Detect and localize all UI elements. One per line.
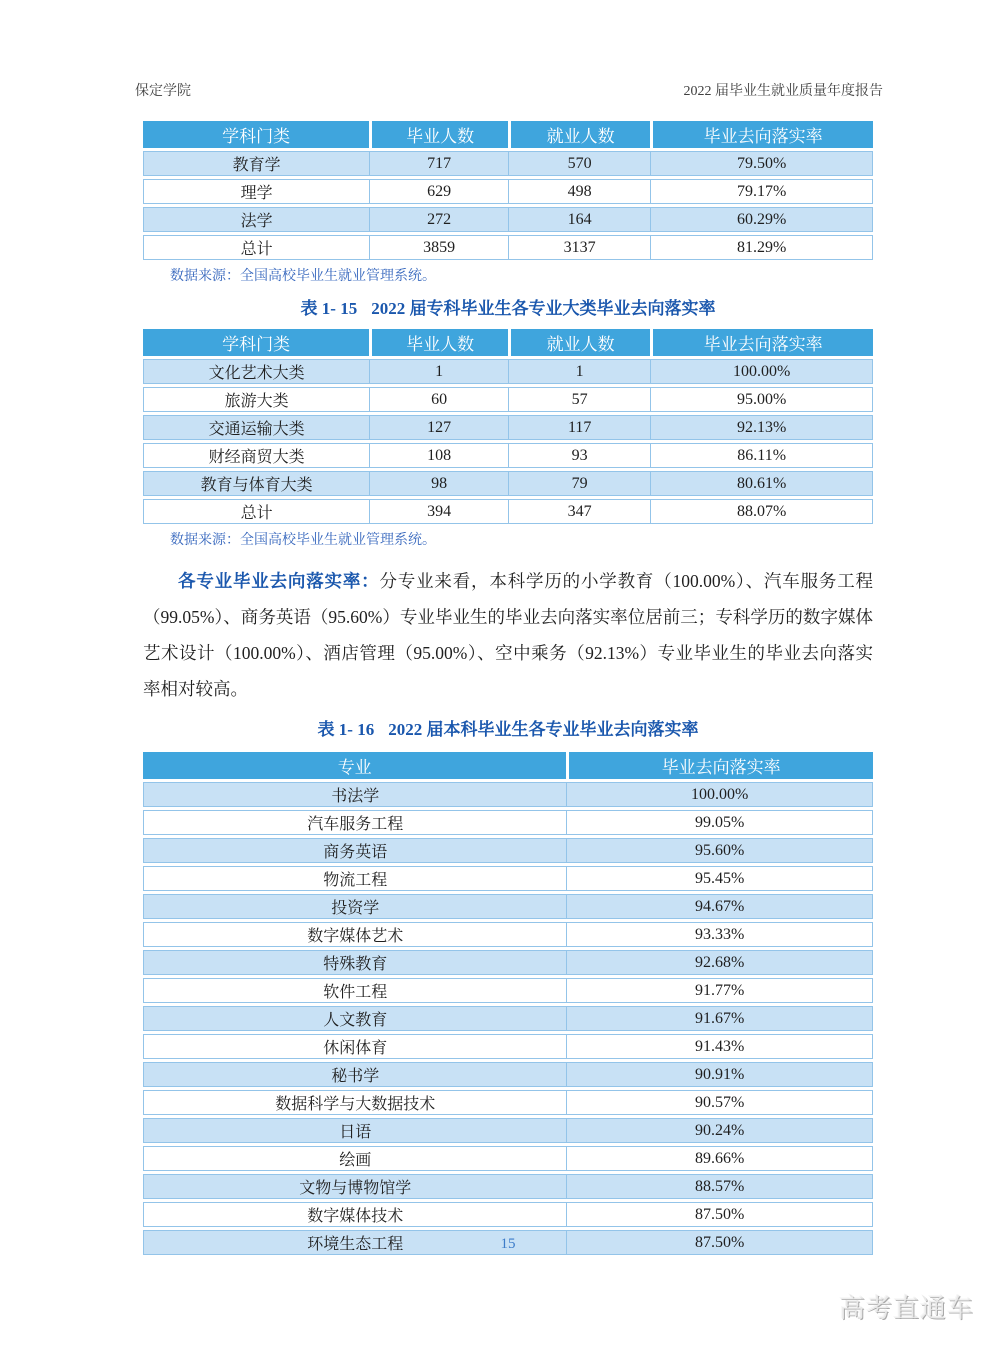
- column-header-employed: 就业人数: [508, 121, 650, 148]
- table-cell: 108: [369, 443, 508, 468]
- table-cell: 人文教育: [143, 1006, 566, 1031]
- column-header-rate: 毕业去向落实率: [650, 329, 873, 356]
- table-cell: 环境生态工程: [143, 1230, 566, 1255]
- table-cell: 财经商贸大类: [143, 443, 369, 468]
- table-cell: 87.50%: [566, 1202, 873, 1227]
- table-cell: 90.91%: [566, 1062, 873, 1087]
- column-header-discipline: 学科门类: [143, 329, 369, 356]
- table-cell: 投资学: [143, 894, 566, 919]
- table-row: [143, 359, 873, 384]
- table-cell: 92.13%: [650, 415, 873, 440]
- table-cell: 92.68%: [566, 950, 873, 975]
- table-header-row: [143, 329, 873, 356]
- table-row: [143, 866, 873, 891]
- table-cell: 91.67%: [566, 1006, 873, 1031]
- header-school-name: 保定学院: [135, 84, 191, 99]
- table-cell: 3859: [369, 235, 508, 260]
- table-cell: 3137: [508, 235, 650, 260]
- table-cell: 交通运输大类: [143, 415, 369, 440]
- table-cell: 347: [508, 499, 650, 524]
- table-cell: 教育与体育大类: [143, 471, 369, 496]
- table-row: [143, 810, 873, 835]
- column-header-discipline: 学科门类: [143, 121, 369, 148]
- table-cell: 特殊教育: [143, 950, 566, 975]
- table-cell: 88.07%: [650, 499, 873, 524]
- table-cell: 理学: [143, 179, 369, 204]
- table-cell: 87.50%: [566, 1230, 873, 1255]
- table-cell: 秘书学: [143, 1062, 566, 1087]
- paragraph-lead: 各专业毕业去向落实率：: [178, 571, 380, 591]
- table-row: [143, 1062, 873, 1087]
- table-row: [143, 179, 873, 204]
- header-report-title: 2022 届毕业生就业质量年度报告: [683, 84, 883, 99]
- undergrad-major-rate-table: [143, 749, 873, 1258]
- table-header-row: [143, 752, 873, 779]
- table-cell: 文物与博物馆学: [143, 1174, 566, 1199]
- table-cell: 文化艺术大类: [143, 359, 369, 384]
- table-cell: 94.67%: [566, 894, 873, 919]
- table-row: [143, 1146, 873, 1171]
- column-header-graduates: 毕业人数: [369, 121, 508, 148]
- table-row: [143, 1118, 873, 1143]
- table-cell: 100.00%: [650, 359, 873, 384]
- column-header-graduates: 毕业人数: [369, 329, 508, 356]
- table-cell: 91.77%: [566, 978, 873, 1003]
- table-cell: 57: [508, 387, 650, 412]
- table-cell: 1: [369, 359, 508, 384]
- table-row: [143, 838, 873, 863]
- table-cell: 89.66%: [566, 1146, 873, 1171]
- table-cell: 数字媒体艺术: [143, 922, 566, 947]
- associate-category-table: [143, 326, 873, 527]
- table-cell: 81.29%: [650, 235, 873, 260]
- page-header: [135, 0, 883, 101]
- table-row: [143, 151, 873, 176]
- table-cell: 79.17%: [650, 179, 873, 204]
- table-cell: 数据科学与大数据技术: [143, 1090, 566, 1115]
- table-cell: 汽车服务工程: [143, 810, 566, 835]
- table-row: [143, 922, 873, 947]
- table-cell: 98: [369, 471, 508, 496]
- table-row: [143, 235, 873, 260]
- data-source-note: 数据来源：全国高校毕业生就业管理系统。: [170, 533, 436, 548]
- table-cell: 99.05%: [566, 810, 873, 835]
- table-cell: 95.00%: [650, 387, 873, 412]
- table-cell: 79: [508, 471, 650, 496]
- column-header-rate: 毕业去向落实率: [650, 121, 873, 148]
- table-cell: 93.33%: [566, 922, 873, 947]
- table-header-row: [143, 121, 873, 148]
- caption-title: 2022 届本科毕业生各专业毕业去向落实率: [388, 720, 699, 739]
- table-cell: 272: [369, 207, 508, 232]
- table-cell: 95.60%: [566, 838, 873, 863]
- table-cell: 休闲体育: [143, 1034, 566, 1059]
- table-cell: 86.11%: [650, 443, 873, 468]
- table-cell: 717: [369, 151, 508, 176]
- table-cell: 总计: [143, 235, 369, 260]
- caption-label: 表 1- 16: [317, 720, 375, 739]
- table-cell: 60: [369, 387, 508, 412]
- table-cell: 80.61%: [650, 471, 873, 496]
- table-row: [143, 1174, 873, 1199]
- undergrad-discipline-table: [143, 118, 873, 263]
- watermark: 高考直通车: [838, 1293, 974, 1323]
- table-1-15-caption: [143, 298, 873, 320]
- table-cell: 95.45%: [566, 866, 873, 891]
- table-row: [143, 782, 873, 807]
- table-row: [143, 978, 873, 1003]
- table-row: [143, 1090, 873, 1115]
- table-row: [143, 950, 873, 975]
- table-cell: 164: [508, 207, 650, 232]
- paragraph-body: 分专业来看，本科学历的小学教育（100.00%）、汽车服务工程（99.05%）、商务英语（95.60%）专业毕业生的毕业去向落实率位居前三；专科学历的数字媒体艺术设计（100.00%）、酒店管理（95.00%）、空中乘务（92.13%）专业毕业生的毕业去向落实率相对较高。: [143, 571, 874, 699]
- table-cell: 100.00%: [566, 782, 873, 807]
- analysis-paragraph: [143, 563, 873, 707]
- table-1-16-caption: [143, 719, 873, 741]
- caption-label: 表 1- 15: [300, 299, 358, 318]
- table-row: [143, 207, 873, 232]
- table-cell: 93: [508, 443, 650, 468]
- table-cell: 79.50%: [650, 151, 873, 176]
- table-row: [143, 1006, 873, 1031]
- table-cell: 60.29%: [650, 207, 873, 232]
- table-cell: 629: [369, 179, 508, 204]
- table-cell: 法学: [143, 207, 369, 232]
- table-row: [143, 499, 873, 524]
- column-header-employed: 就业人数: [508, 329, 650, 356]
- table-cell: 绘画: [143, 1146, 566, 1171]
- table-cell: 商务英语: [143, 838, 566, 863]
- caption-title: 2022 届专科毕业生各专业大类毕业去向落实率: [371, 299, 716, 318]
- table-cell: 127: [369, 415, 508, 440]
- table-cell: 1: [508, 359, 650, 384]
- table-row: [143, 471, 873, 496]
- table-cell: 88.57%: [566, 1174, 873, 1199]
- table-cell: 日语: [143, 1118, 566, 1143]
- page-content: [143, 118, 873, 1258]
- table-cell: 数字媒体技术: [143, 1202, 566, 1227]
- table-cell: 总计: [143, 499, 369, 524]
- table-row: [143, 1034, 873, 1059]
- table-cell: 书法学: [143, 782, 566, 807]
- table-cell: 90.57%: [566, 1090, 873, 1115]
- column-header-rate: 毕业去向落实率: [566, 752, 873, 779]
- table-cell: 物流工程: [143, 866, 566, 891]
- page-number: 15: [500, 1236, 516, 1252]
- table-cell: 教育学: [143, 151, 369, 176]
- table-row: [143, 443, 873, 468]
- column-header-major: 专业: [143, 752, 566, 779]
- table-cell: 570: [508, 151, 650, 176]
- data-source-note: 数据来源：全国高校毕业生就业管理系统。: [170, 269, 436, 284]
- table-row: [143, 1202, 873, 1227]
- table-cell: 旅游大类: [143, 387, 369, 412]
- table-cell: 软件工程: [143, 978, 566, 1003]
- table-row: [143, 415, 873, 440]
- table-row: [143, 387, 873, 412]
- table-row: [143, 894, 873, 919]
- table-cell: 91.43%: [566, 1034, 873, 1059]
- table-cell: 90.24%: [566, 1118, 873, 1143]
- table-cell: 117: [508, 415, 650, 440]
- table-cell: 394: [369, 499, 508, 524]
- table-cell: 498: [508, 179, 650, 204]
